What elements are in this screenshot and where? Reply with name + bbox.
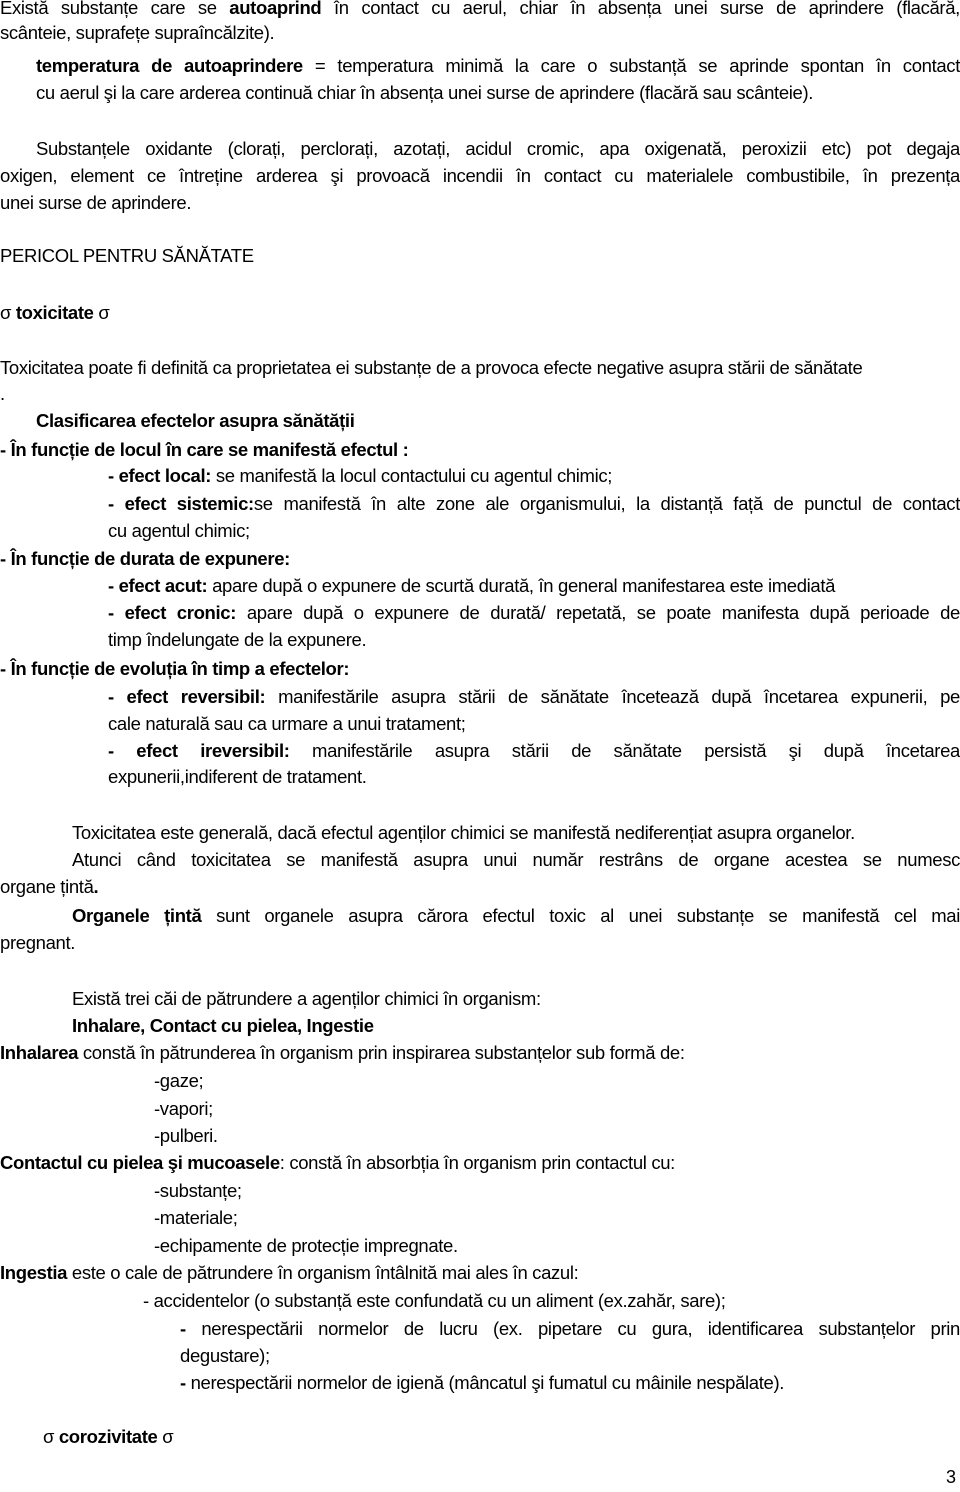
inhalation-item-pulberi: -pulberi. <box>154 1125 218 1146</box>
inhalation-item-gaze: -gaze; <box>154 1070 204 1091</box>
acute-effect: - efect acut: apare după o expunere de scurtă durată, în general manifestarea este imediată <box>108 575 836 596</box>
contact-item-materiale: -materiale; <box>154 1207 238 1228</box>
inhalation-item-vapori: -vapori; <box>154 1098 213 1119</box>
autoignition-temp-line-2: cu aerul şi la care arderea continuă chiar în absența unei surse de aprindere (flacără sau scânteie). <box>36 82 814 103</box>
toxicitate-heading: σ toxicitate σ <box>0 302 110 323</box>
inhalation-line: Inhalarea constă în pătrunderea în organism prin inspirarea substanțelor sub formă de: <box>0 1042 685 1063</box>
by-evolution-heading: - În funcție de evoluția în timp a efectelor: <box>0 658 350 679</box>
ingestion-line: Ingestia este o cale de pătrundere în organism întâlnită mai ales în cazul: <box>0 1262 579 1283</box>
reversible-effect-cont: cale naturală sau ca urmare a unui tratament; <box>108 713 466 734</box>
local-effect: - efect local: se manifestă la locul contactului cu agentul chimic; <box>108 465 613 486</box>
ingestion-item-work-rules-cont: degustare); <box>180 1345 270 1366</box>
chronic-effect-cont: timp îndelungate de la expunere. <box>108 629 367 650</box>
autoignition-temp-line-1: temperatura de autoaprindere = temperatura minimă la care o substanță se aprinde spontan în contact <box>36 55 960 76</box>
irreversible-effect: - efect ireversibil: manifestările asupra stării de sănătate persistă şi după încetarea <box>108 740 960 761</box>
chronic-effect: - efect cronic: apare după o expunere de durată/ repetată, se poate manifesta după perioade de <box>108 602 960 623</box>
autoignition-line-2: scânteie, suprafețe supraîncălzite). <box>0 22 275 43</box>
general-toxicity-line-1: Toxicitatea este generală, dacă efectul agenților chimici se manifestă nediferențiat asupra organelor. <box>72 822 855 843</box>
systemic-effect-cont: cu agentul chimic; <box>108 520 250 541</box>
autoignition-temp-term: temperatura de autoaprindere <box>36 55 303 76</box>
systemic-effect: - efect sistemic:se manifestă în alte zone ale organismului, la distanță față de punctul de contact <box>108 493 960 514</box>
general-toxicity-line-2: Atunci când toxicitatea se manifestă asupra unui număr restrâns de organe acestea se numesc <box>72 849 960 870</box>
page-number: 3 <box>945 1467 956 1487</box>
contact-line: Contactul cu pielea şi mucoasele: constă în absorbția în organism prin contactul cu: <box>0 1152 675 1173</box>
corozivitate-heading: σ corozivitate σ <box>43 1426 174 1447</box>
oxidants-line-2: oxigen, element ce întreține arderea şi provoacă incendii în contact cu materialele combustibile, în prezența <box>0 165 960 186</box>
ingestion-item-work-rules: - nerespectării normelor de lucru (ex. pipetare cu gura, identificarea substanțelor prin <box>180 1318 960 1339</box>
routes-intro: Există trei căi de pătrundere a agenților chimici în organism: <box>72 988 541 1009</box>
oxidants-line-3: unei surse de aprindere. <box>0 192 192 213</box>
general-toxicity-line-3: organe țintă. <box>0 876 99 897</box>
contact-item-substante: -substanțe; <box>154 1180 242 1201</box>
health-hazard-heading: PERICOL PENTRU SĂNĂTATE <box>0 245 254 266</box>
reversible-effect: - efect reversibil: manifestările asupra stării de sănătate încetează după încetarea expunerii, pe <box>108 686 960 707</box>
oxidants-line-1: Substanțele oxidante (clorați, perclorați, azotați, acidul cromic, apa oxigenată, peroxizii etc) pot degaja <box>36 138 960 159</box>
toxicity-definition-end: . <box>0 383 5 404</box>
by-duration-heading: - În funcție de durata de expunere: <box>0 548 290 569</box>
toxicity-definition: Toxicitatea poate fi definită ca proprietatea ei substanțe de a provoca efecte negative asupra stării de sănătate <box>0 357 863 378</box>
routes-list: Inhalare, Contact cu pielea, Ingestie <box>72 1015 374 1036</box>
classification-title: Clasificarea efectelor asupra sănătății <box>36 410 355 431</box>
contact-item-echipamente: -echipamente de protecție impregnate. <box>154 1235 458 1256</box>
ingestion-item-hygiene: - nerespectării normelor de igienă (mâncatul şi fumatul cu mâinile nespălate). <box>180 1372 785 1393</box>
ingestion-item-accidents: - accidentelor (o substanță este confundată cu un aliment (ex.zahăr, sare); <box>143 1290 726 1311</box>
by-place-heading: - În funcție de locul în care se manifestă efectul : <box>0 439 409 460</box>
target-organs-line-2: pregnant. <box>0 932 76 953</box>
irreversible-effect-cont: expunerii,indiferent de tratament. <box>108 766 367 787</box>
autoignition-term: autoaprind <box>229 0 322 18</box>
autoignition-line-1: Există substanțe care se autoaprind în contact cu aerul, chiar în absența unei surse de aprindere (flacără, <box>0 0 960 21</box>
target-organs-line-1: Organele țintă sunt organele asupra cărora efectul toxic al unei substanțe se manifestă cel mai <box>72 905 960 926</box>
